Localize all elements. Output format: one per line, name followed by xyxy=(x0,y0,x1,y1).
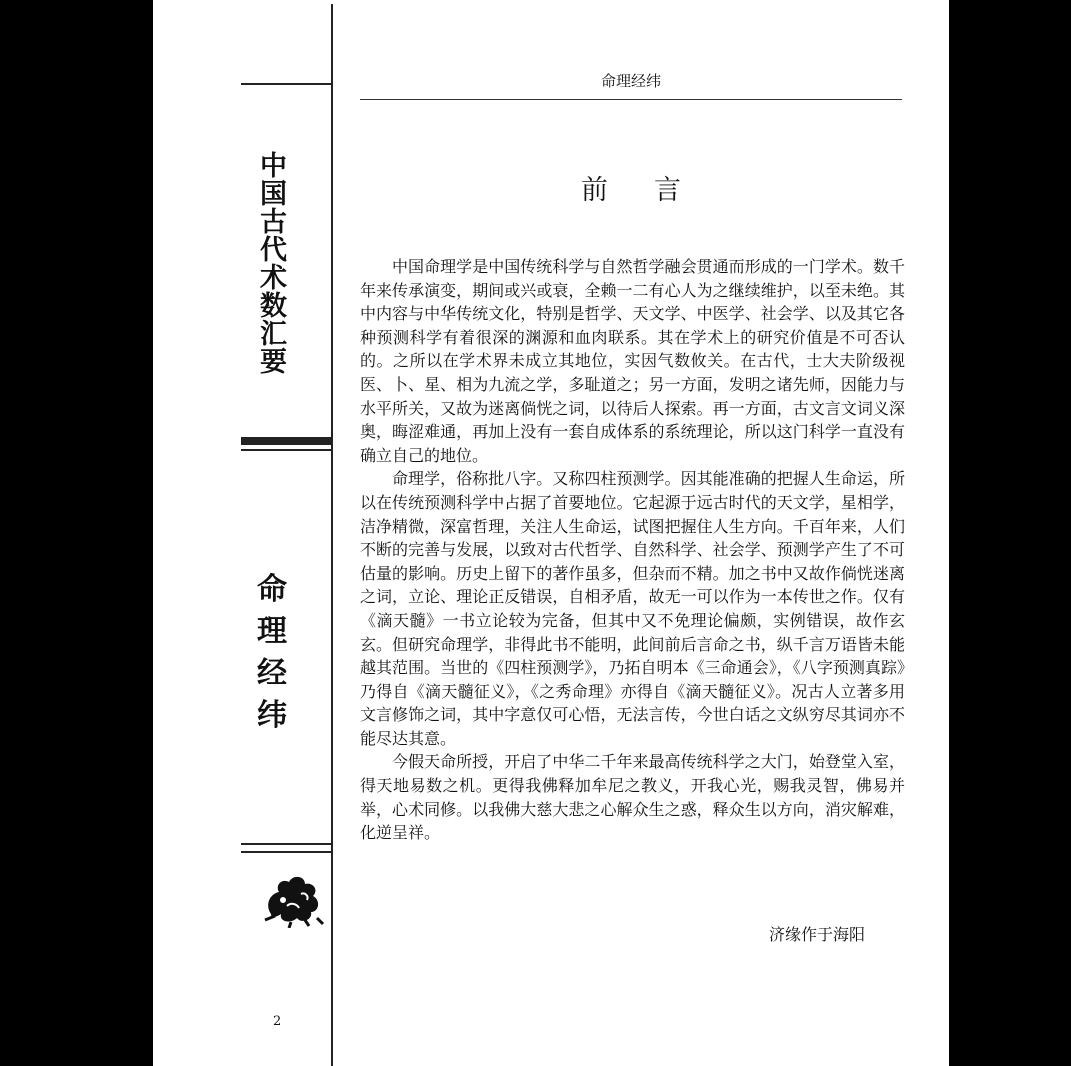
series-title-glyph: 汇 xyxy=(260,319,287,350)
series-title xyxy=(260,153,287,377)
paragraph: 今假天命所授，开启了中华二千年来最高传统科学之大门，始登堂入室，得天地易数之机。更得我佛释加牟尼之教义，开我心光，赐我灵智，佛易并举，心术同修。以我佛大慈大悲之心解众生之惑，释众生以方向，消灾解难，化逆呈祥。 xyxy=(360,752,905,843)
header-rule xyxy=(360,99,902,100)
book-title-glyph: 经 xyxy=(257,656,287,691)
paragraph: 中国命理学是中国传统科学与自然哲学融会贯通而形成的一门学术。数千年来传承演变，期间或兴或衰，全赖一二有心人为之继续维护，以至未绝。其中内容与中华传统文化，特别是哲学、天文学、中医学、社会学、以及其它各种预测科学有着很深的渊源和血肉联系。其在学术上的研究价值是不可否认的。之所以在学术界未成立其地位，实因气数攸关。在古代，士大夫阶级视医、卜、星、相为九流之学，多耻道之；另一方面，发明之诸先师，因能力与水平所关，又故为迷离倘恍之词，以待后人探索。再一方面，古文言文词义深奥，晦涩难通，再加上没有一套自成体系的系统理论，所以这门科学一直没有确立自己的地位。 xyxy=(360,257,905,465)
running-header: 命理经纬 xyxy=(600,72,661,90)
preface-heading: 前言 xyxy=(581,175,727,206)
preface-body xyxy=(360,255,905,845)
margin-rule-thin xyxy=(241,449,331,451)
book-title-glyph: 理 xyxy=(257,614,287,649)
book-page xyxy=(153,0,949,1066)
series-title-glyph: 数 xyxy=(260,291,287,322)
margin-rule-lower-1 xyxy=(241,843,331,845)
margin-rule-thick xyxy=(241,437,331,445)
book-title-glyph: 命 xyxy=(257,572,287,607)
margin-rule-top xyxy=(241,83,331,85)
book-title-glyph: 纬 xyxy=(257,698,287,733)
signature: 济缘作于海阳 xyxy=(769,925,866,944)
series-title-glyph: 要 xyxy=(260,347,287,378)
spine-divider xyxy=(331,4,333,1066)
dragon-emblem-icon xyxy=(261,870,327,928)
margin-rule-lower-2 xyxy=(241,851,331,853)
paragraph: 命理学，俗称批八字。又称四柱预测学。因其能准确的把握人生命运，所以在传统预测科学中占据了首要地位。它起源于远古时代的天文学，星相学，洁净精微，深富哲理，关注人生命运，试图把握住人生方向。千百年来，人们不断的完善与发展，以致对古代哲学、自然科学、社会学、预测学产生了不可估量的影响。历史上留下的著作虽多，但杂而不精。加之书中又故作倘恍迷离之词，立论、理论正反错误，自相矛盾，故无一可以作为一本传世之作。仅有《滴天髓》一书立论较为完备，但其中又不免理论偏颇，实例错误，故作玄玄。但研究命理学，非得此书不能明，此间前后言命之书，纵千言万语皆未能越其范围。当世的《四柱预测学》，乃拓自明本《三命通会》，《八字预测真踪》乃得自《滴天髓征义》，《之秀命理》亦得自《滴天髓征义》。况古人立著多用文言修饰之词，其中字意仅可心悟，无法言传，今世白话之文纵穷尽其词亦不能尽达其意。 xyxy=(360,469,905,748)
series-title-glyph: 古 xyxy=(260,207,287,238)
series-title-glyph: 术 xyxy=(260,263,287,294)
series-title-glyph: 中 xyxy=(260,151,287,182)
book-title-vertical xyxy=(257,572,287,743)
series-title-glyph: 代 xyxy=(260,235,287,266)
page-number: 2 xyxy=(273,1014,282,1029)
series-title-glyph: 国 xyxy=(260,179,287,210)
